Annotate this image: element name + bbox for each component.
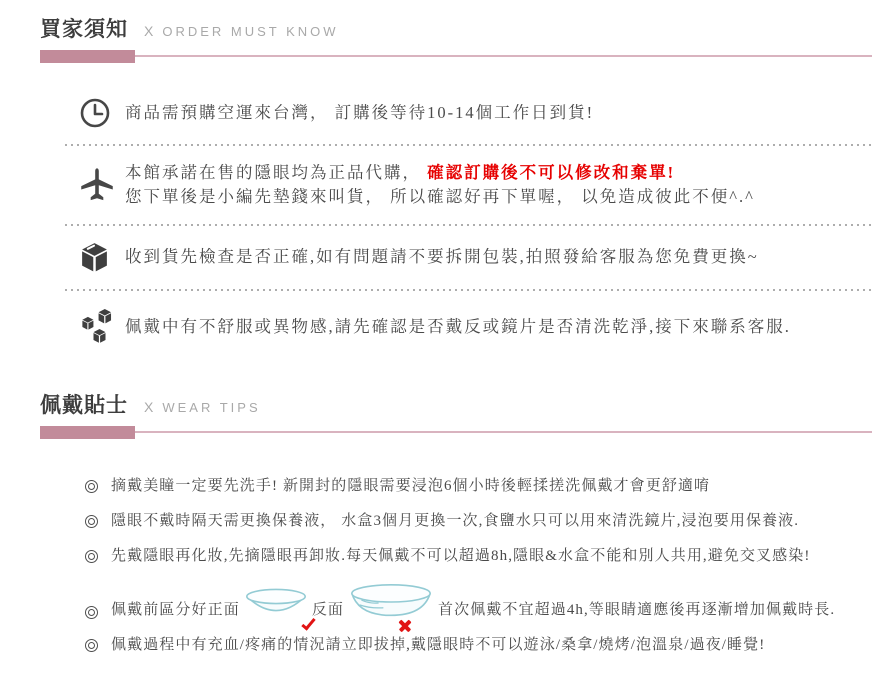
airplane-icon	[79, 166, 125, 204]
wear-section-subtitle: WEAR TIPS	[162, 399, 261, 415]
notice-shipping	[65, 97, 872, 129]
lens-front-icon	[244, 585, 308, 623]
tip-lens-text-after: 首次佩戴不宜超過4h,等眼睛適應後再逐漸增加佩戴時長.	[438, 601, 836, 618]
lens-front-figure	[244, 585, 308, 623]
tip-pain-warning-text: 佩戴過程中有充血/疼痛的情況請立即拔掉,戴隱眼時不可以遊泳/桑拿/燒烤/泡溫泉/過夜/睡覺!	[111, 636, 766, 653]
dotted-separator	[65, 224, 872, 226]
order-section-title-row	[40, 18, 880, 44]
lens-back-icon	[348, 581, 434, 623]
tip-wash-hands-text: 摘戴美瞳一定要先洗手! 新開封的隱眼需要浸泡6個小時後輕揉搓洗佩戴才會更舒適唷	[111, 477, 711, 494]
wear-tips-list	[85, 476, 868, 656]
notice-preorder-line1	[125, 163, 675, 182]
bullseye-bullet-icon	[85, 606, 98, 619]
packages-icon	[79, 306, 125, 348]
order-notices-list	[65, 97, 872, 348]
tip-lens-text-middle: 反面	[311, 601, 345, 618]
wear-section-underline	[40, 426, 872, 439]
tip-solution-change-text: 隱眼不戴時隔天需更換保養液， 水盒3個月更換一次,食鹽水只可以用來清洗鏡片,浸泡要用保養液.	[111, 512, 800, 529]
notice-shipping-text: 商品需預購空運來台灣， 訂購後等待10-14個工作日到貨!	[125, 103, 595, 123]
order-section-subtitle: ORDER MUST KNOW	[162, 24, 339, 39]
tip-lens-text-before: 佩戴前區分好正面	[111, 601, 240, 618]
accent-bar	[40, 426, 135, 439]
wear-section-title-row	[40, 394, 880, 420]
accent-line	[135, 431, 872, 433]
wear-section-header	[0, 394, 880, 439]
notice-preorder-normal: 本館承諾在售的隱眼均為正品代購，	[125, 163, 428, 182]
tip-makeup-order-text: 先戴隱眼再化妝,先摘隱眼再卸妝.每天佩戴不可以超過8h,隱眼&水盒不能和別人共用,避免交叉感染!	[111, 547, 811, 564]
wear-section-divider-mark: X	[144, 398, 154, 415]
order-section-underline	[40, 50, 872, 63]
notice-preorder	[65, 161, 872, 209]
dotted-separator	[65, 289, 872, 291]
bullseye-bullet-icon	[85, 550, 98, 563]
dotted-separator	[65, 144, 872, 146]
notice-discomfort	[65, 306, 872, 348]
order-section-header	[0, 0, 880, 63]
tip-pain-warning	[85, 635, 868, 656]
bullseye-bullet-icon	[85, 515, 98, 528]
order-section-title: 買家須知	[40, 18, 128, 41]
accent-line	[135, 55, 872, 57]
tip-solution-change	[85, 511, 868, 532]
notice-preorder-warning: 確認訂購後不可以修改和棄單!	[427, 163, 676, 182]
notice-inspection-text: 收到貨先檢查是否正確,如有問題請不要拆開包裝,拍照發給客服為您免費更換~	[125, 247, 759, 267]
tip-makeup-order	[85, 546, 868, 567]
bullseye-bullet-icon	[85, 639, 98, 652]
order-section-divider-mark: X	[144, 23, 154, 39]
notice-inspection	[65, 241, 872, 274]
tip-lens-orientation	[85, 581, 868, 623]
cross-icon	[398, 619, 412, 633]
notice-discomfort-text: 佩戴中有不舒服或異物感,請先確認是否戴反或鏡片是否清洗乾淨,接下來聯系客服.	[125, 316, 791, 336]
package-icon	[79, 241, 125, 274]
accent-bar	[40, 50, 135, 63]
clock-icon	[79, 97, 125, 129]
notice-preorder-line2: 您下單後是小編先墊錢來叫貨， 所以確認好再下單喔， 以免造成彼此不便^.^	[125, 186, 755, 206]
notice-preorder-text	[125, 161, 755, 209]
wear-section-title: 佩戴貼士	[40, 393, 128, 417]
bullseye-bullet-icon	[85, 480, 98, 493]
lens-back-figure	[348, 581, 434, 623]
tip-wash-hands	[85, 476, 868, 497]
